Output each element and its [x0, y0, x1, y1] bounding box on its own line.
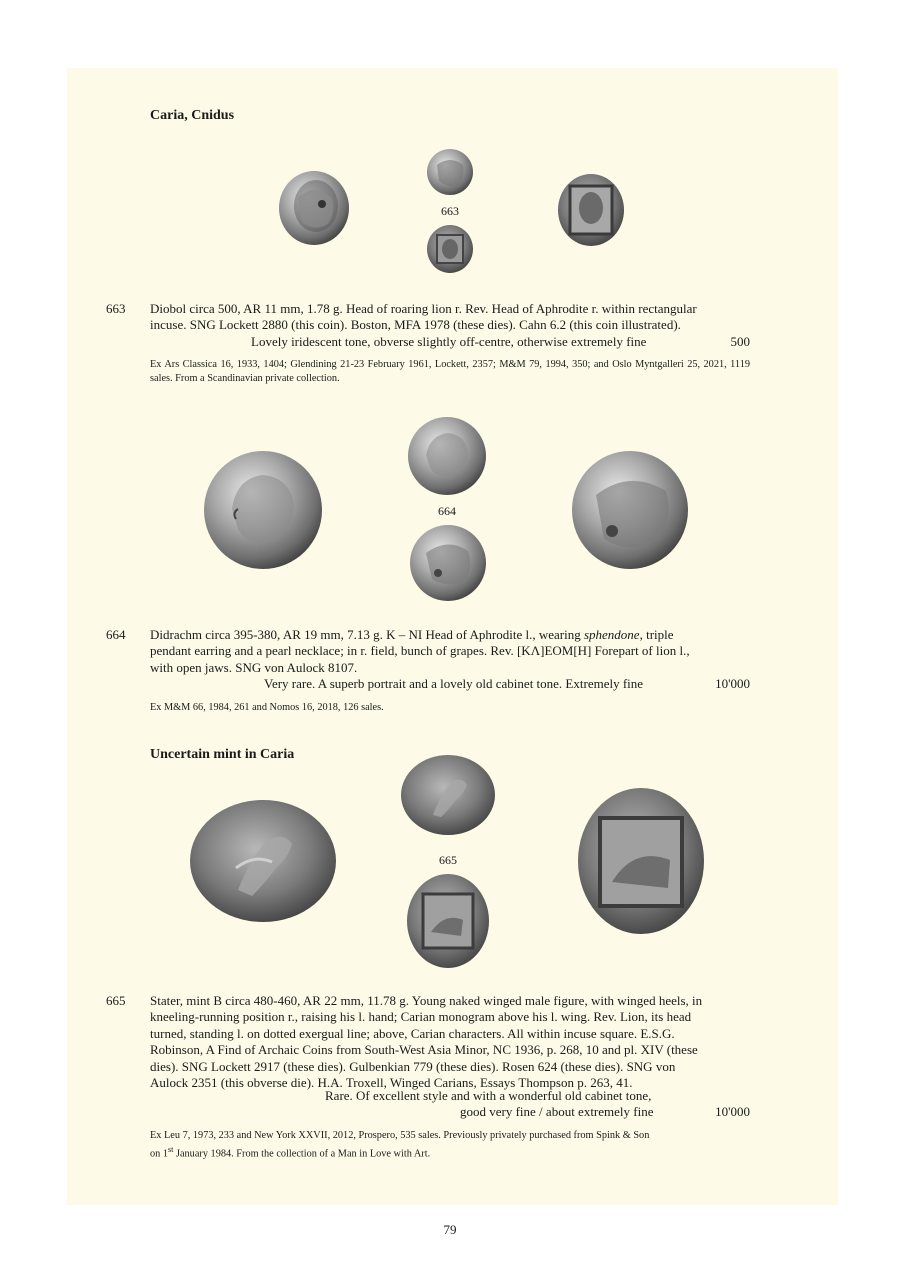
lot-664-price: 10'000	[715, 676, 750, 691]
lot-663-grade: Lovely iridescent tone, obverse slightly off-centre, otherwise extremely fine	[251, 334, 647, 349]
lot-664-provenance: Ex M&M 66, 1984, 261 and Nomos 16, 2018, 126 sales.	[150, 702, 384, 713]
lot-664-grade: Very rare. A superb portrait and a lovely old cabinet tone. Extremely fine	[264, 676, 644, 691]
desc-line: with open jaws. SNG von Aulock 8107.	[150, 659, 358, 675]
lot-665-grade-line-1: Rare. Of excellent style and with a wonderful old cabinet tone,	[325, 1088, 652, 1103]
lot-664-description	[150, 627, 750, 676]
coin-665-reverse-enlarged	[576, 786, 706, 936]
lot-663-provenance: Ex Ars Classica 16, 1933, 1404; Glendining 21-23 February 1961, Lockett, 2357; M&M 79, 1994, 350; and Oslo Myntgalleri 25, 2021, 1119 sales. From a Scandinavian private collection.	[150, 359, 750, 384]
page-number: 79	[443, 1222, 457, 1237]
lot-663-description	[150, 301, 750, 334]
section-heading-caria-cnidus: Caria, Cnidus	[150, 108, 235, 123]
coin-664-obverse-enlarged	[202, 449, 324, 571]
provenance-line-2b: January 1984. From the collection of a Man in Love with Art.	[173, 1148, 431, 1160]
lot-665-description	[150, 993, 750, 1091]
desc-line: Stater, mint B circa 480-460, AR 22 mm, 11.78 g. Young naked winged male figure, with winged heels, in	[150, 993, 703, 1008]
coin-665-reverse	[405, 872, 491, 970]
desc-line-1-pre: Didrachm circa 395-380, AR 19 mm, 7.13 g. K – NI Head of Aphrodite l., wearing	[150, 627, 584, 642]
coin-664-reverse-enlarged	[570, 449, 690, 571]
lot-number-664: 664	[106, 627, 126, 642]
coin-664-obverse	[406, 415, 488, 497]
desc-italic-term: sphendone	[583, 627, 640, 642]
lot-665-provenance	[150, 1129, 750, 1161]
coin-663-reverse-enlarged	[556, 172, 626, 248]
coin-label-665: 665	[439, 853, 457, 867]
coin-label-663: 663	[441, 204, 459, 218]
desc-line: incuse. SNG Lockett 2880 (this coin). Boston, MFA 1978 (these dies). Cahn 6.2 (this coin illustrated).	[150, 317, 681, 333]
desc-line-1-post: , triple	[639, 627, 674, 642]
desc-line: Diobol circa 500, AR 11 mm, 1.78 g. Head of roaring lion r. Rev. Head of Aphrodite r. within rectangular	[150, 301, 697, 316]
lot-number-663: 663	[106, 301, 126, 316]
provenance-line-2a: on 1	[150, 1148, 169, 1160]
desc-line: pendant earring and a pearl necklace; in r. field, bunch of grapes. Rev. [KΛ]EOM[H] Forepart of lion l.,	[150, 643, 690, 659]
desc-line: Robinson, A Find of Archaic Coins from South-West Asia Minor, NC 1936, p. 268, 10 and pl. XIV (these	[150, 1042, 698, 1058]
provenance-line-1: Ex Leu 7, 1973, 233 and New York XXVII, 2012, Prospero, 535 sales. Previously privately purchased from Spink & Son	[150, 1130, 650, 1141]
coin-663-obverse-enlarged	[276, 168, 352, 248]
lot-663-price: 500	[730, 334, 750, 349]
desc-line: kneeling-running position r., raising his l. hand; Carian monogram above his l. wing. Rev. Lion, its head	[150, 1009, 692, 1025]
lot-665-price: 10'000	[715, 1104, 750, 1119]
desc-line	[150, 627, 750, 643]
desc-line: Aulock 2351 (this obverse die). H.A. Troxell, Winged Carians, Essays Thompson p. 263, 41.	[150, 1075, 633, 1091]
provenance-ordinal-suffix: st	[168, 1145, 174, 1154]
coin-665-obverse-enlarged	[188, 798, 338, 924]
coin-label-664: 664	[438, 504, 456, 518]
coin-663-obverse	[425, 147, 475, 197]
lot-665-grade-line-2: good very fine / about extremely fine	[460, 1104, 654, 1119]
lot-number-665: 665	[106, 993, 126, 1008]
coin-664-reverse	[408, 523, 488, 603]
desc-line: turned, standing l. on dotted exergual line; above, Carian characters. All within incuse square. E.S.G.	[150, 1025, 675, 1041]
section-heading-uncertain-mint-caria: Uncertain mint in Caria	[150, 747, 295, 762]
coin-665-obverse	[399, 753, 497, 837]
coin-663-reverse	[425, 224, 475, 274]
desc-line: dies). SNG Lockett 2917 (these dies). Gulbenkian 779 (these dies). Rosen 624 (these dies). SNG von	[150, 1058, 676, 1074]
